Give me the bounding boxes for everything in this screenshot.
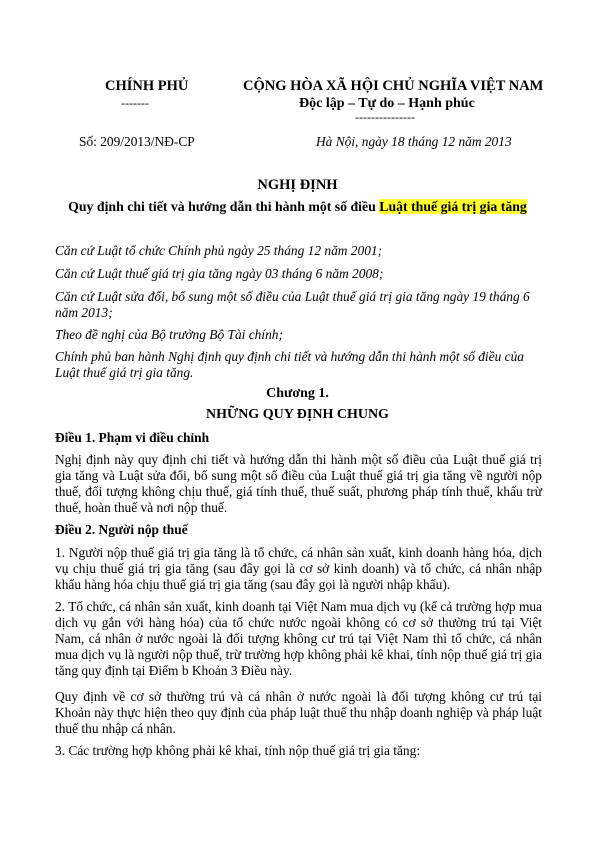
article-1-heading: Điều 1. Phạm vi điều chỉnh xyxy=(55,430,210,445)
article-2-clause: 1. Người nộp thuế giá trị gia tăng là tổ chức, cá nhân sản xuất, kinh doanh hàng hóa, dịch vụ chịu thuế giá trị gia tăng (sau đây gọi là cơ sở kinh doanh) và tổ chức, cá nhân nhập khẩu hàng hóa chịu thuế giá trị gia tăng (sau đây gọi là người nhập khẩu). xyxy=(55,545,542,592)
subtitle-text: Quy định chi tiết và hướng dẫn thi hành một số điều xyxy=(68,199,380,214)
preamble-line: Căn cứ Luật tổ chức Chính phủ ngày 25 tháng 12 năm 2001; xyxy=(55,243,383,258)
preamble-line: Căn cứ Luật sửa đổi, bổ sung một số điều của Luật thuế giá trị gia tăng ngày 19 tháng 6 năm 2013; xyxy=(55,289,530,320)
document-subtitle xyxy=(0,199,595,215)
document-number: Số: 209/2013/NĐ-CP xyxy=(79,134,195,149)
issuer-name: CHÍNH PHỦ xyxy=(105,78,189,94)
motto-rule: --------------- xyxy=(355,110,415,124)
place-date: Hà Nội, ngày 18 tháng 12 năm 2013 xyxy=(316,134,512,149)
chapter-number: Chương 1. xyxy=(266,386,329,401)
article-2-clause: Quy định về cơ sở thường trú và cá nhân ở nước ngoài là đối tượng không cư trú tại Khoản này thực hiện theo quy định của pháp luật thuế thu nhập doanh nghiệp và pháp luật thuế thu nhập cá nhân. xyxy=(55,689,542,736)
issuer-rule: ------- xyxy=(121,96,149,110)
preamble-line: Chính phủ ban hành Nghị định quy định chi tiết và hướng dẫn thi hành một số điều của Luật thuế giá trị gia tăng. xyxy=(55,349,524,380)
article-1-body: Nghị định này quy định chi tiết và hướng dẫn thi hành một số điều của Luật thuế giá trị gia tăng và Luật sửa đổi, bổ sung một số điều của Luật thuế giá trị gia tăng về người nộp thuế, đối tượng không chịu thuế, giá tính thuế, thuế suất, phương pháp tính thuế, khấu trừ thuế, hoàn thuế và nơi nộp thuế. xyxy=(55,452,542,515)
article-2-heading: Điều 2. Người nộp thuế xyxy=(55,522,188,537)
article-2-clause: 3. Các trường hợp không phải kê khai, tính nộp thuế giá trị gia tăng: xyxy=(55,743,421,758)
chapter-name: NHỮNG QUY ĐỊNH CHUNG xyxy=(206,407,389,422)
article-2-clause: 2. Tổ chức, cá nhân sản xuất, kinh doanh tại Việt Nam mua dịch vụ (kể cả trường hợp mua dịch vụ gắn với hàng hóa) của tổ chức nước ngoài không có cơ sở thường trú tại Việt Nam, cá nhân ở nước ngoài là đối tượng không cư trú tại Việt Nam thì tổ chức, cá nhân mua dịch vụ là người nộp thuế, trừ trường hợp không phải kê khai, tính nộp thuế giá trị gia tăng quy định tại Điểm b Khoản 3 Điều này. xyxy=(55,599,542,678)
nation-motto: Độc lập – Tự do – Hạnh phúc xyxy=(299,96,475,111)
preamble-line: Theo đề nghị của Bộ trưởng Bộ Tài chính; xyxy=(55,327,283,342)
preamble-line: Căn cứ Luật thuế giá trị gia tăng ngày 03 tháng 6 năm 2008; xyxy=(55,266,384,281)
subtitle-highlight: Luật thuế giá trị gia tăng xyxy=(379,199,527,214)
document-type: NGHỊ ĐỊNH xyxy=(257,177,338,193)
nation-name: CỘNG HÒA XÃ HỘI CHỦ NGHĨA VIỆT NAM xyxy=(243,78,544,94)
